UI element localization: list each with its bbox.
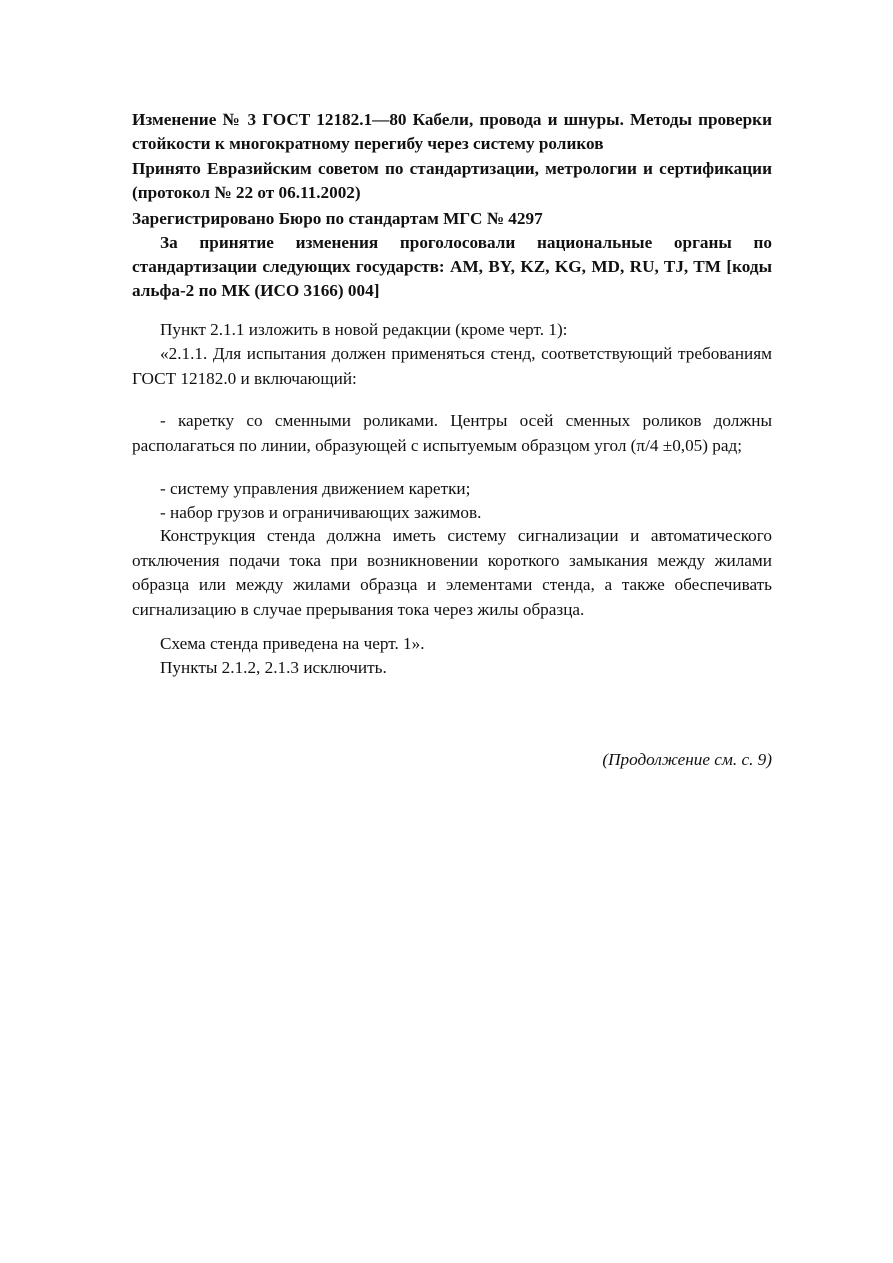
- instruction-paragraph: Пункт 2.1.1 изложить в новой редакции (кроме черт. 1):: [160, 320, 568, 339]
- voting-note: За принятие изменения проголосовали национальные органы по стандартизации следующих государств: AM, BY, KZ, KG, MD, RU, TJ, TM [коды альфа-2 по МК (ИСО 3166) 004]: [132, 233, 772, 300]
- exclusion-note: Пункты 2.1.2, 2.1.3 исключить.: [160, 658, 387, 677]
- list-item-carriage: - каретку со сменными роликами. Центры осей сменных роликов должны располагаться по линии, образующей с испытуемым образцом угол (π/4 ±0,05) рад;: [132, 411, 772, 455]
- registration-note: Зарегистрировано Бюро по стандартам МГС № 4297: [132, 209, 543, 228]
- amendment-title: Изменение № 3 ГОСТ 12182.1—80 Кабели, провода и шнуры. Методы проверки стойкости к многократному перегибу через систему роликов: [132, 110, 772, 153]
- list-item-weights: - набор грузов и ограничивающих зажимов.: [160, 503, 482, 522]
- continuation-note: (Продолжение см. с. 9): [602, 750, 772, 770]
- clause-2-1-1-intro: «2.1.1. Для испытания должен применяться стенд, соответствующий требованиям ГОСТ 12182.0 и включающий:: [132, 344, 772, 388]
- list-item-control-system: - систему управления движением каретки;: [160, 479, 471, 498]
- scheme-note: Схема стенда приведена на черт. 1».: [160, 634, 425, 653]
- construction-paragraph: Конструкция стенда должна иметь систему сигнализации и автоматического отключения подачи тока при возникновении короткого замыкания между жилами образца или между жилами образца и элементами стенда, а также обеспечивать сигнализацию в случае прерывания тока через жилы образца.: [132, 526, 772, 619]
- adoption-note: Принято Евразийским советом по стандартизации, метрологии и сертификации (протокол № 22 от 06.11.2002): [132, 159, 772, 202]
